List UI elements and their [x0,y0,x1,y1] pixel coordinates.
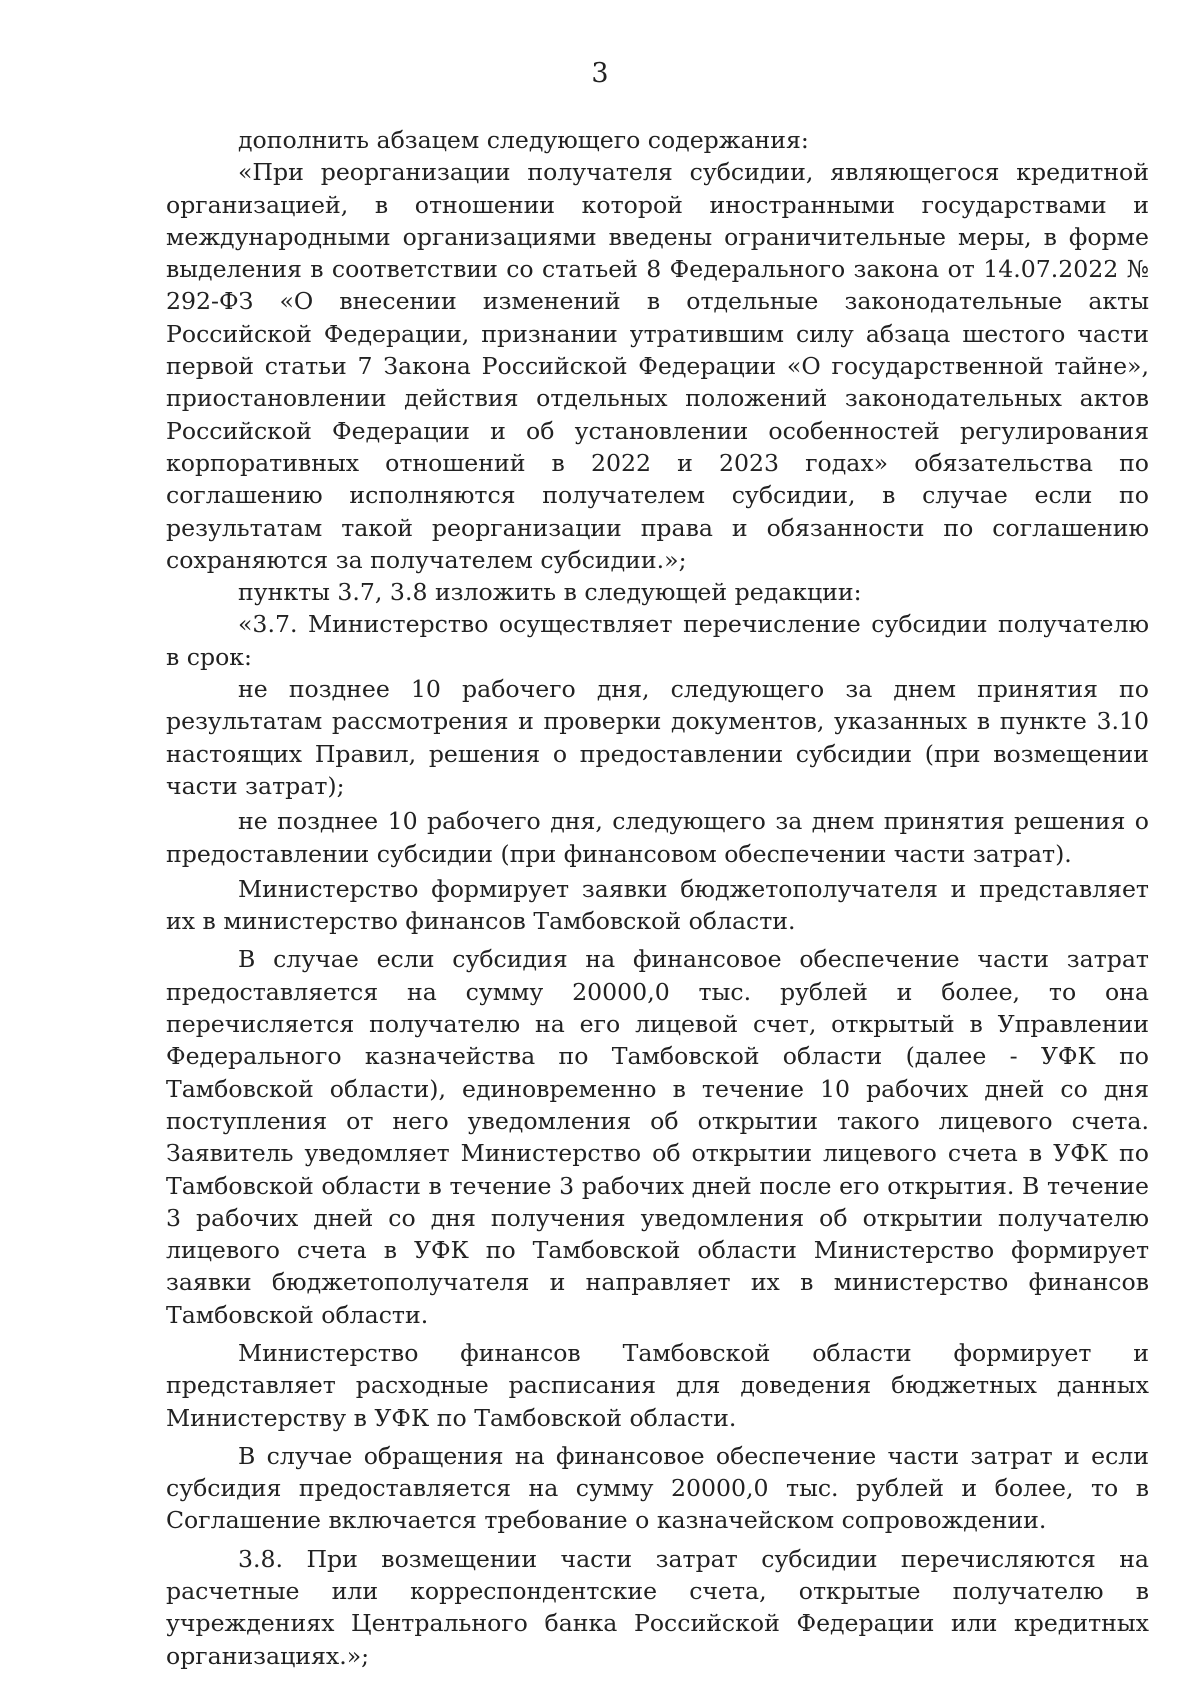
paragraph-treasury-account: В случае если субсидия на финансовое обеспечение части затрат предоставляется на сумму 20000,0 тыс. рублей и более, то она перечисляется получателю на его лицевой счет, открытый в Управлении Федерального казначейства по Тамбовской области (далее - УФК по Тамбовской области), единовременно в течение 10 рабочих дней со дня поступления от него уведомления об открытии такого лицевого счета. Заявитель уведомляет Министерство об открытии лицевого счета в УФК по Тамбовской области в течение 3 рабочих дней после его открытия. В течение 3 рабочих дней со дня получения уведомления об открытии получателю лицевого счета в УФК по Тамбовской области Министерство формирует заявки бюджетополучателя и направляет их в министерство финансов Тамбовской области. [166,945,1149,1329]
paragraph-deadline-financing: не позднее 10 рабочего дня, следующего за днем принятия решения о предоставлении субсидии (при финансовом обеспечении части затрат). [166,807,1149,868]
paragraph-deadline-reimbursement: не позднее 10 рабочего дня, следующего за днем принятия по результатам рассмотрения и проверки документов, указанных в пункте 3.10 настоящих Правил, решения о предоставлении субсидии (при возмещении части затрат); [166,675,1149,800]
page-number: 3 [591,58,609,89]
paragraph-item-3-7: «3.7. Министерство осуществляет перечисление субсидии получателю в срок: [166,610,1149,671]
paragraph-reorganization-clause: «При реорганизации получателя субсидии, являющегося кредитной организацией, в отношении которой иностранными государствами и международными организациями введены ограничительные меры, в форме выделения в соответствии со статьей 8 Федерального закона от 14.07.2022 № 292-ФЗ «О внесении изменений в отдельные законодательные акты Российской Федерации, признании утратившим силу абзаца шестого части первой статьи 7 Закона Российской Федерации «О государственной тайне», приостановлении действия отдельных положений законодательных актов Российской Федерации и об установлении особенностей регулирования корпоративных отношений в 2022 и 2023 годах» обязательства по соглашению исполняются получателем субсидии, в случае если по результатам такой реорганизации права и обязанности по соглашению сохраняются за получателем субсидии.»; [166,158,1149,574]
paragraph-supplement-intro: дополнить абзацем следующего содержания: [238,126,809,154]
paragraph-item-3-8: 3.8. При возмещении части затрат субсидии перечисляются на расчетные или корреспондентские счета, открытые получателю в учреждениях Центрального банка Российской Федерации или кредитных организациях.»; [166,1544,1149,1670]
document-body [166,124,1149,1672]
paragraph-ministry-requests: Министерство формирует заявки бюджетополучателя и представляет их в министерство финансов Тамбовской области. [166,874,1149,936]
paragraph-treasury-support: В случае обращения на финансовое обеспечение части затрат и если субсидия предоставляется на сумму 20000,0 тыс. рублей и более, то в Соглашение включается требование о казначейском сопровождении. [166,1441,1149,1535]
paragraph-finance-ministry-schedules: Министерство финансов Тамбовской области формирует и представляет расходные расписания для доведения бюджетных данных Министерству в УФК по Тамбовской области. [166,1338,1149,1432]
paragraph-items-intro: пункты 3.7, 3.8 изложить в следующей редакции: [238,578,862,607]
